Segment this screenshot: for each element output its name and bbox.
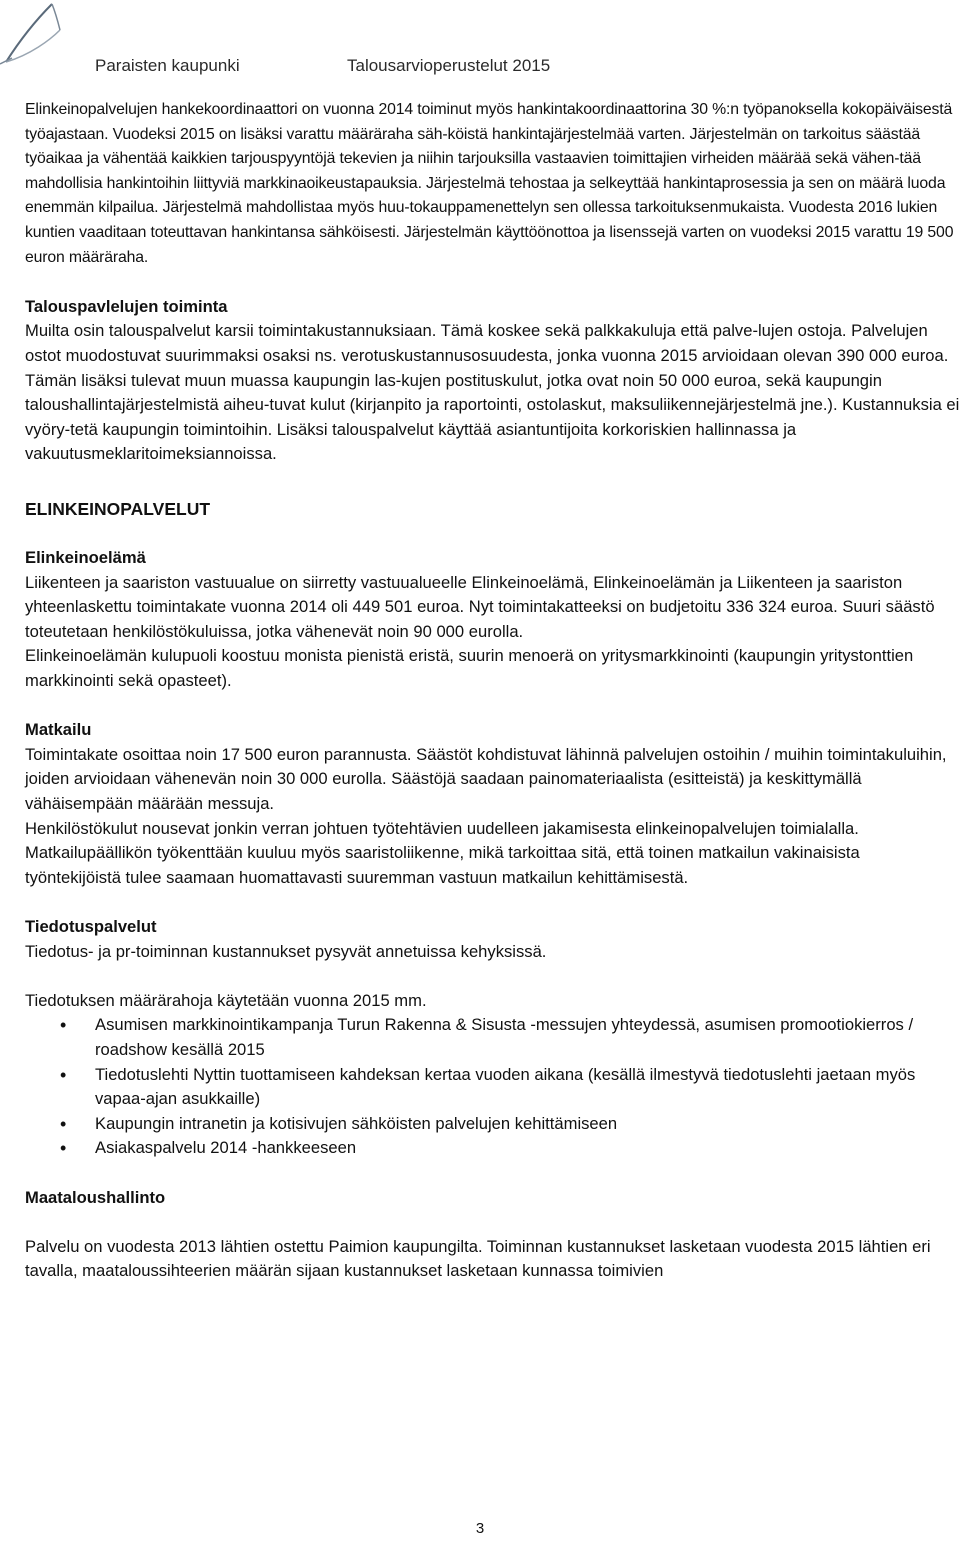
matkailu-heading: Matkailu — [25, 720, 92, 740]
elinkeino-paragraph-1: Liikenteen ja saariston vastuualue on siirretty vastuualueelle Elinkeinoelämä, Elinkeinoelämän ja Liikenteen ja saariston yhteenlaskettu toimintakate vuonna 2014 oli 449 501 euroa. Nyt toimintakatteeksi on budjetoitu 336 324 euroa. Suuri säästö toteutetaan henkilöstökuluissa, jotka vähenevät noin 90 000 eurolla. — [25, 572, 935, 641]
intro-text-a: Elinkeinopalvelujen hankekoordinaattori on vuonna 2014 toiminut myös hankintakoordinaattorina 30 %:n työpanoksella kokopäiväisestä työajastaan. Vuodeksi 2015 on lisäksi varattu määräraha säh-köistä hankintajärjestelmää varten. — [25, 101, 953, 143]
tiedotus-heading: Tiedotuspalvelut — [25, 917, 157, 936]
sail-logo — [0, 0, 64, 70]
document-body — [25, 98, 960, 1284]
intro-text-b: Järjestelmän on tarkoitus säästää työaikaa ja vähentää kaikkien tarjouspyyntöjä tekevien ja niihin tarjouksilla vastaavien toimittajien virheiden määrää sekä vähen-tää mahdollisia hankintoihin liittyviä markkinaoikeustapauksia. Järjestelmä tehostaa ja selkeyttää hankintaprosessia ja sen on määrä luoda enemmän kilpailua. Järjestelmä mahdollistaa myös huu-tokauppamenettelyn sen ollessa tarkoituksenmukaista. Vuodesta 2016 lukien kuntien vaaditaan toteuttavan hankintansa sähköisesti. Järjestelmän käyttöönottoa ja lisenssejä varten on vuodeksi 2015 varattu 19 500 euron määräraha. — [25, 125, 954, 266]
elinkeino-heading: Elinkeinoelämä — [25, 548, 146, 568]
maatalous-heading: Maataloushallinto — [25, 1187, 166, 1207]
tiedotus-paragraph-1: Tiedotus- ja pr-toiminnan kustannukset pysyvät annetuissa kehyksissä. — [25, 941, 547, 961]
page-number: 3 — [475, 1520, 485, 1537]
list-item: • Tiedotuslehti Nyttin tuottamiseen kahdeksan kertaa vuoden aikana (kesällä ilmestyvä tiedotuslehti jaetaan myös vapaa-ajan asukkaille) — [95, 1063, 960, 1112]
tiedotus-paragraph-2: Tiedotuksen määrärahoja käytetään vuonna 2015 mm. — [25, 990, 427, 1010]
tiedotus-bullet-list — [25, 1013, 960, 1161]
list-item: • Asiakaspalvelu 2014 -hankkeeseen — [95, 1136, 960, 1161]
elinkeino-paragraph-2: Elinkeinoelämän kulupuoli koostuu monista pienistä eristä, suurin menoerä on yritysmarkkinointi (kaupungin yritystonttien markkinointi sekä opasteet). — [25, 646, 914, 691]
list-item: • Kaupungin intranetin ja kotisivujen sähköisten palvelujen kehittämiseen — [95, 1112, 960, 1137]
talous-paragraph: Muilta osin talouspalvelut karsii toimintakustannuksiaan. Tämä koskee sekä palkkakuluja että palve-lujen ostoja. Palvelujen ostot muodostuvat suurimmaksi osaksi ns. verotuskustannusosuudesta, jonka vuonna 2015 arvioidaan olevan 390 000 euroa. Tämän lisäksi tulevat muun muassa kaupungin las-kujen postituskulut, jotka ovat noin 50 000 euroa, sekä kaupungin taloushallintajärjestelmistä aiheu-tuvat kulut (kirjanpito ja raportointi, ostolaskut, maksuliikennejärjestelmä jne.). Kustannuksia ei vyöry-tetä kaupungin toimintoihin. Lisäksi talouspalvelut käyttää asiantuntijoita korkoriskien hallinnassa ja vakuutusmeklaritoimeksiannoissa. — [25, 321, 960, 464]
talous-heading: Talouspavlelujen toiminta — [25, 296, 228, 316]
maatalous-paragraph: Palvelu on vuodesta 2013 lähtien ostettu Paimion kaupungilta. Toiminnan kustannukset lasketaan vuodesta 2015 lähtien eri tavalla, maataloussihteerien määrän sijaan kustannukset lasketaan kunnassa toimivien — [25, 1236, 931, 1281]
header-municipality: Paraisten kaupunki — [95, 56, 240, 75]
matkailu-paragraph-2: Henkilöstökulut nousevat jonkin verran johtuen työtehtävien uudelleen jakamisesta elinkeinopalvelujen toimialalla. Matkailupäällikön työkenttään kuuluu myös saaristoliikenne, mikä tarkoittaa sitä, että toinen matkailun vakinaisista työntekijöistä tulee saamaan huomattavasti suuremman vastuun matkailun kehittämisestä. — [25, 818, 860, 887]
matkailu-paragraph-1: Toimintakate osoittaa noin 17 500 euron parannusta. Säästöt kohdistuvat lähinnä palvelujen ostoihin / muihin toimintakuluihin, joiden arvioidaan vähenevän noin 30 000 eurolla. Säästöjä saadaan painomateriaalista (esitteistä) ja keskittymällä vähäisempään määrään messuja. — [25, 744, 947, 814]
main-section-heading: ELINKEINOPALVELUT — [25, 498, 211, 519]
list-item: • Asumisen markkinointikampanja Turun Rakenna & Sisusta -messujen yhteydessä, asumisen promootiokierros / roadshow kesällä 2015 — [95, 1013, 960, 1062]
intro-paragraph — [25, 98, 960, 270]
header-document-title: Talousarvioperustelut 2015 — [347, 56, 551, 75]
